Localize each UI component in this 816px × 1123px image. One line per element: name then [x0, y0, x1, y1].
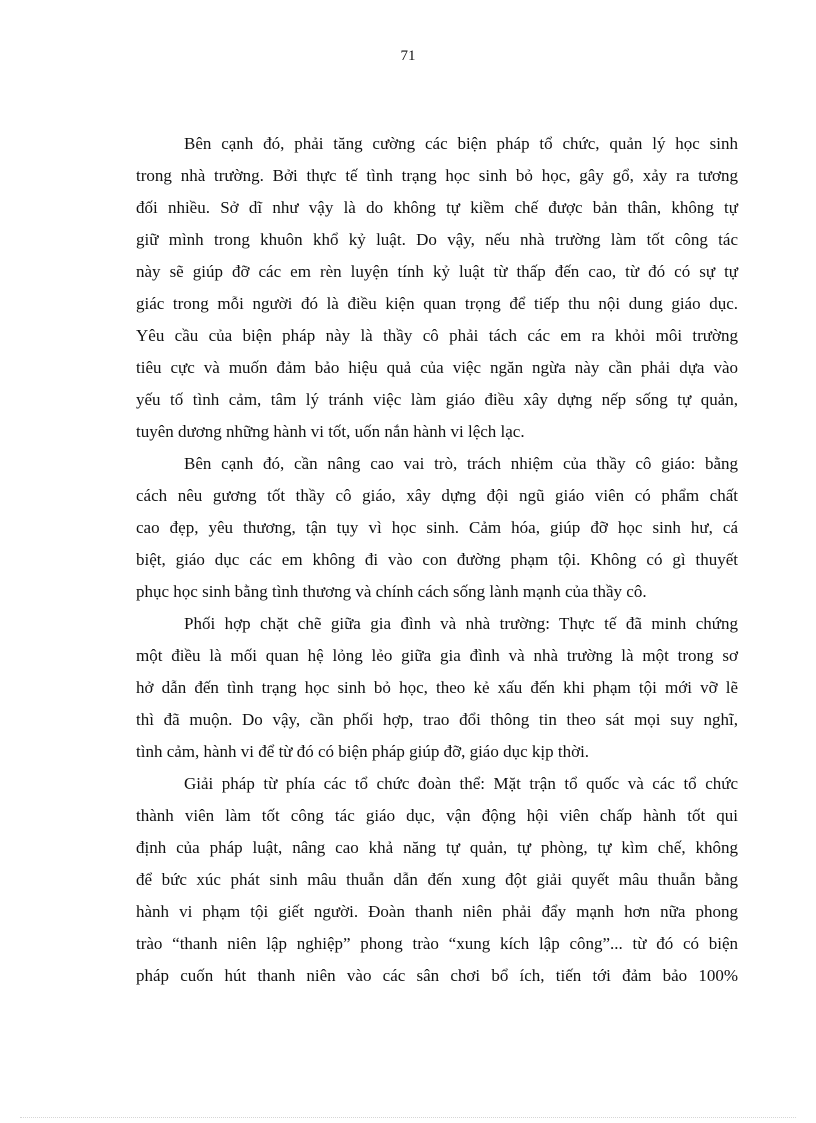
text-line: này sẽ giúp đỡ các em rèn luyện tính kỷ luật từ thấp đến cao, từ đó có sự tự: [136, 262, 738, 281]
document-body: [136, 128, 738, 992]
text-line: trong nhà trường. Bởi thực tế tình trạng học sinh bỏ học, gây gổ, xảy ra tương: [136, 166, 738, 185]
text-line: thành viên làm tốt công tác giáo dục, vận động hội viên chấp hành tốt qui: [136, 806, 738, 825]
text-line: Yêu cầu của biện pháp này là thầy cô phải tách các em ra khỏi môi trường: [136, 326, 738, 345]
text-line: Bên cạnh đó, phải tăng cường các biện pháp tổ chức, quản lý học sinh: [184, 134, 738, 153]
text-line: tiêu cực và muốn đảm bảo hiệu quả của việc ngăn ngừa này cần phải dựa vào: [136, 358, 738, 377]
text-line: trào “thanh niên lập nghiệp” phong trào “xung kích lập công”... từ đó có biện: [136, 934, 738, 953]
text-line: tuyên dương những hành vi tốt, uốn nắn hành vi lệch lạc.: [136, 422, 525, 441]
text-line: Phối hợp chặt chẽ giữa gia đình và nhà trường: Thực tế đã minh chứng: [184, 614, 738, 633]
text-line: đối nhiều. Sở dĩ như vậy là do không tự kiềm chế được bản thân, không tự: [136, 198, 738, 217]
text-line: tình cảm, hành vi để từ đó có biện pháp giúp đỡ, giáo dục kịp thời.: [136, 742, 590, 761]
page-bottom-divider: [20, 1117, 796, 1118]
text-line: cách nêu gương tốt thầy cô giáo, xây dựng đội ngũ giáo viên có phẩm chất: [136, 486, 738, 505]
text-line: Giải pháp từ phía các tổ chức đoàn thể: Mặt trận tổ quốc và các tổ chức: [184, 774, 738, 793]
text-line: một điều là mối quan hệ lỏng lẻo giữa gia đình và nhà trường là một trong sơ: [136, 646, 738, 665]
text-line: để bức xúc phát sinh mâu thuẫn dẫn đến xung đột giải quyết mâu thuẫn bằng: [136, 870, 738, 889]
text-line: hở dẫn đến tình trạng học sinh bỏ học, theo kẻ xấu đến khi phạm tội mới vỡ lẽ: [136, 678, 738, 697]
text-line: cao đẹp, yêu thương, tận tụy vì học sinh. Cảm hóa, giúp đỡ học sinh hư, cá: [136, 518, 738, 537]
text-line: phục học sinh bằng tình thương và chính cách sống lành mạnh của thầy cô.: [136, 582, 647, 601]
paragraph-family-school-cooperation: [136, 608, 738, 768]
text-line: Bên cạnh đó, cần nâng cao vai trò, trách nhiệm của thầy cô giáo: bằng: [184, 454, 738, 473]
text-line: biệt, giáo dục các em không đi vào con đường phạm tội. Không có gì thuyết: [136, 550, 738, 569]
page-number: 71: [400, 48, 416, 64]
text-line: giác trong mỗi người đó là điều kiện quan trọng để tiếp thu nội dung giáo dục.: [136, 294, 738, 313]
text-line: giữ mình trong khuôn khổ kỷ luật. Do vậy, nếu nhà trường làm tốt công tác: [136, 230, 738, 249]
paragraph-mass-organizations: [136, 768, 738, 992]
text-line: định của pháp luật, nâng cao khả năng tự quản, tự phòng, tự kìm chế, không: [136, 838, 738, 857]
paragraph-student-discipline: [136, 128, 738, 448]
text-line: thì đã muộn. Do vậy, cần phối hợp, trao đổi thông tin theo sát mọi suy nghĩ,: [136, 710, 738, 729]
text-line: yếu tố tình cảm, tâm lý tránh việc làm giáo điều xây dựng nếp sống tự quản,: [136, 390, 738, 409]
text-line: hành vi phạm tội giết người. Đoàn thanh niên phải đẩy mạnh hơn nữa phong: [136, 902, 738, 921]
paragraph-teacher-role: [136, 448, 738, 608]
text-line: pháp cuốn hút thanh niên vào các sân chơi bổ ích, tiến tới đảm bảo 100%: [136, 966, 738, 985]
